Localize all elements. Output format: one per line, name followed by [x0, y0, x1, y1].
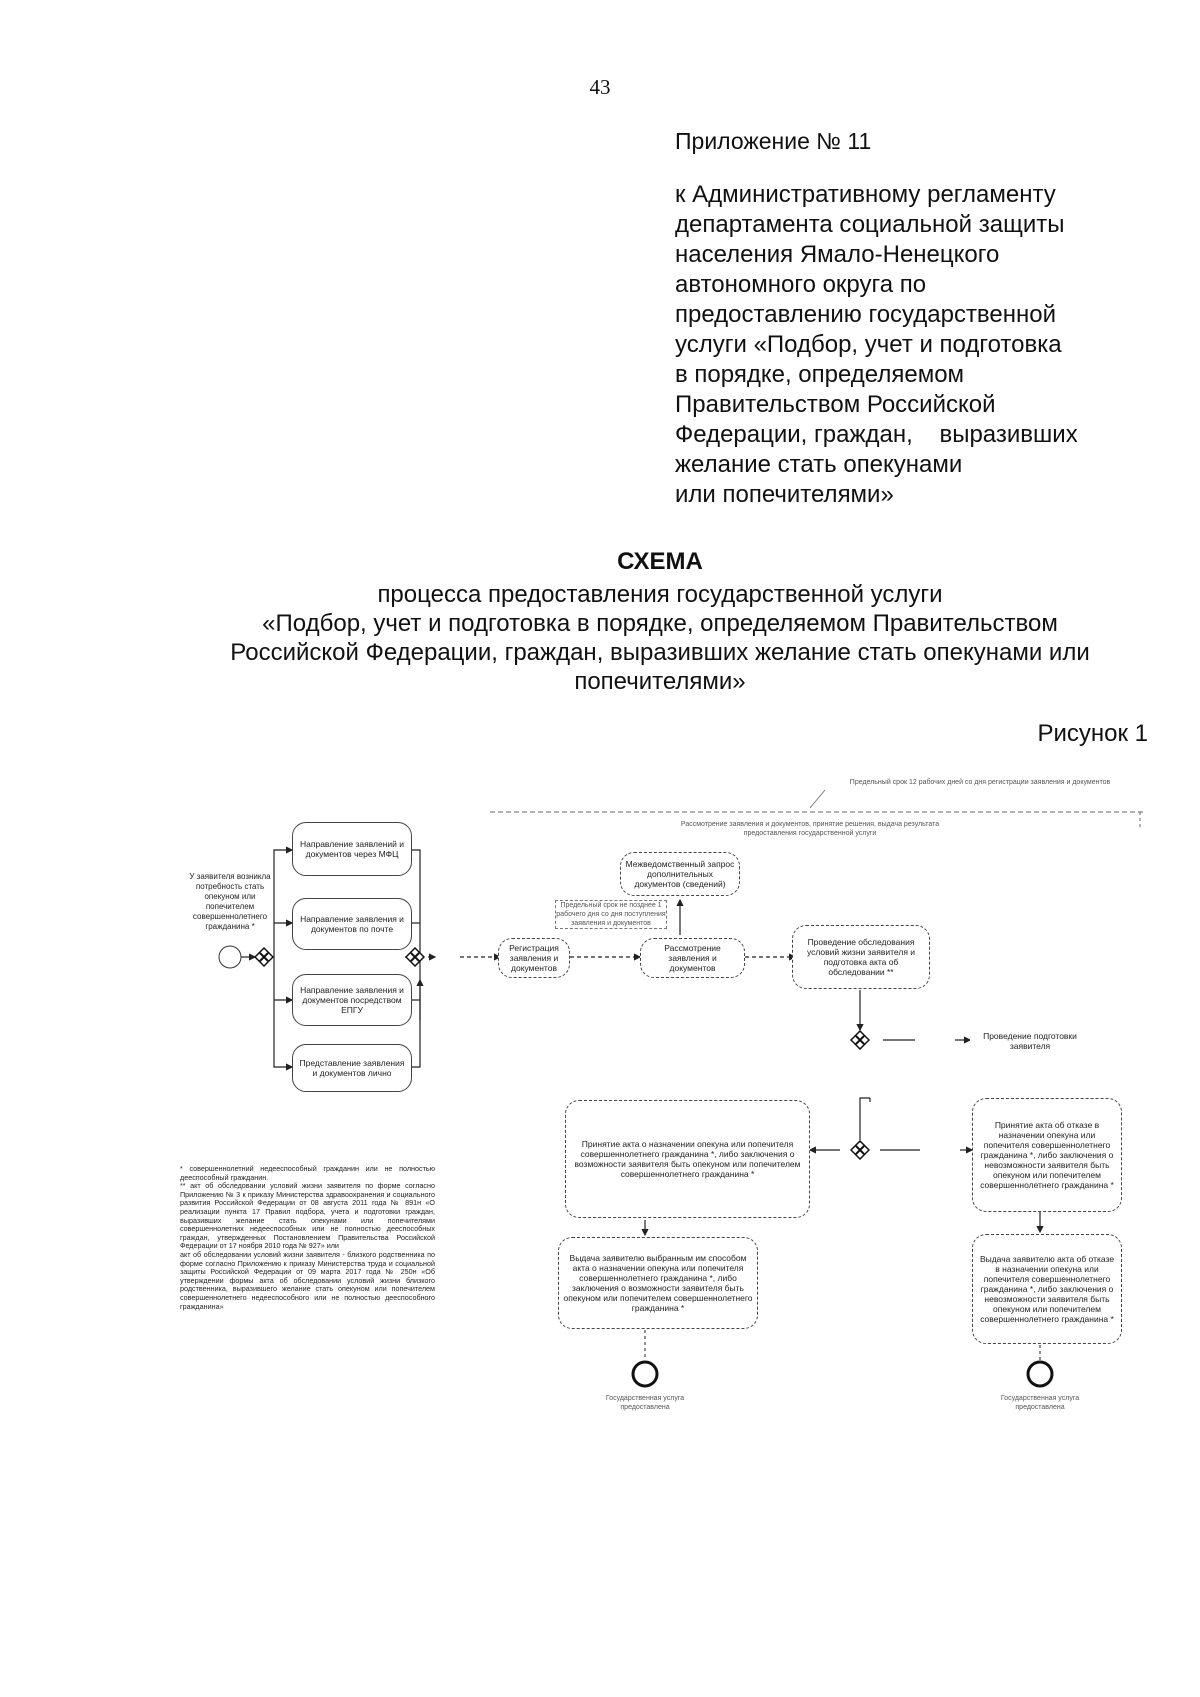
- exclusive-gateway-icon: [405, 947, 425, 967]
- task-refusal-act: Принятие акта об отказе в назначении опекуна или попечителя совершеннолетнего гражданина *, либо заключения о невозможности заявителя быть опекуном или попечителем совершеннолетнего гражданина *: [972, 1098, 1122, 1212]
- footnotes: [180, 1165, 435, 1311]
- end-event-label: Государственная услуга предоставлена: [605, 1395, 685, 1411]
- appendix-line: или попечителями»: [675, 481, 894, 508]
- appendix-line: услуги «Подбор, учет и подготовка: [675, 331, 1062, 358]
- appendix-line: населения Ямало-Ненецкого: [675, 241, 1000, 268]
- page-number: 43: [589, 75, 611, 99]
- task-issue-refusal: Выдача заявителю акта об отказе в назначении опекуна или попечителя совершеннолетнего гражданина *, либо заключения о невозможности заявителя быть опекуном или попечителем совершеннолетнего гражданина *: [972, 1234, 1122, 1344]
- footnote: ** акт об обследовании условий жизни заявителя по форме согласно Приложению № 3 к приказу Министерства здравоохранения и социального развития Российской Федерации от 08 августа 2011 года № 891н «О реализации пункта 17 Правил подбора, учета и подготовки граждан, выразивших желание стать опекунами или попечителями совершеннолетних недееспособных или не полностью дееспособных граждан, утвержденных Постановлением Правительства Российской Федерации от 17 ноября 2010 года № 927» или: [180, 1181, 435, 1251]
- appendix-line: автономного округа по: [675, 271, 927, 298]
- task-review: Рассмотрение заявления и документов: [640, 938, 745, 978]
- task-registration: Регистрация заявления и документов: [498, 938, 570, 978]
- deadline-1-day-note: Предельный срок не позднее 1 рабочего дня со дня поступления заявления и документов: [556, 902, 666, 927]
- exclusive-gateway-icon: [850, 1140, 870, 1160]
- appendix-line: Федерации, граждан, выразивших: [675, 421, 1078, 448]
- start-event-label: У заявителя возникла потребность стать опекуном или попечителем совершеннолетнего гражданина *: [189, 872, 271, 931]
- appendix-text: [675, 180, 1145, 510]
- appendix-line: желание стать опекунами: [675, 451, 963, 478]
- task-appointment-act: Принятие акта о назначении опекуна или попечителя совершеннолетнего гражданина *, либо заключения о возможности заявителя быть опекуном или попечителем совершеннолетнего гражданина *: [565, 1100, 810, 1218]
- subtitle-line: Российской Федерации, граждан, выразивших желание стать опекунами или: [230, 639, 1090, 666]
- appendix-line: в порядке, определяемом: [675, 361, 965, 388]
- exclusive-gateway-icon: [254, 947, 274, 967]
- subtitle-line: попечителями»: [574, 668, 746, 695]
- figure-label: Рисунок 1: [1037, 720, 1148, 747]
- task-inspection: Проведение обследования условий жизни заявителя и подготовка акта об обследовании **: [792, 925, 930, 989]
- appendix-line: Правительством Российской: [675, 391, 996, 418]
- task-submit-post: Направление заявления и документов по почте: [292, 898, 412, 950]
- exclusive-gateway-icon: [850, 1030, 870, 1050]
- process-flow-diagram: [180, 780, 1150, 1430]
- deadline-12-days-note: Предельный срок 12 рабочих дней со дня регистрации заявления и документов: [849, 779, 1111, 786]
- subtitle-line: процесса предоставления государственной услуги: [377, 581, 943, 608]
- task-submit-mfc: Направление заявлений и документов через МФЦ: [292, 822, 412, 876]
- scheme-subtitle: [150, 580, 1170, 696]
- appendix-title: Приложение № 11: [675, 128, 872, 154]
- process-frame-note: Рассмотрение заявления и документов, принятие решения, выдача результата предоставления государственной услуги: [680, 821, 940, 837]
- appendix-line: к Административному регламенту: [675, 181, 1056, 208]
- task-issue-appointment: Выдача заявителю выбранным им способом акта о назначении опекуна или попечителя совершеннолетнего гражданина *, либо заключения о возможности заявителя быть опекуном или попечителем совершеннолетнего гражданина *: [558, 1237, 758, 1329]
- appendix-line: предоставлению государственной: [675, 301, 1057, 328]
- subtitle-line: «Подбор, учет и подготовка в порядке, определяемом Правительством: [262, 610, 1058, 637]
- end-event-label: Государственная услуга предоставлена: [1000, 1395, 1080, 1411]
- footnote: * совершеннолетний недееспособный гражданин или не полностью дееспособный гражданин.: [180, 1164, 435, 1182]
- task-submit-personal: Представление заявления и документов лично: [292, 1044, 412, 1092]
- task-interagency-request: Межведомственный запрос дополнительных документов (сведений): [620, 852, 740, 896]
- scheme-heading: СХЕМА: [617, 548, 703, 575]
- task-training: Проведение подготовки заявителя: [970, 1025, 1090, 1057]
- task-submit-epgu: Направление заявления и документов посредством ЕПГУ: [292, 974, 412, 1026]
- appendix-line: департамента социальной защиты: [675, 211, 1065, 238]
- footnote: акт об обследовании условий жизни заявителя - близкого родственника по форме согласно Приложению к приказу Министерства труда и социальной защиты Российской Федерации от 09 марта 2017 года № 250н «Об утверждении формы акта об обследовании условий жизни близкого родственника, выразившего желание стать опекуном или попечителем совершеннолетнего недееспособного или не полностью дееспособного гражданина»: [180, 1249, 435, 1311]
